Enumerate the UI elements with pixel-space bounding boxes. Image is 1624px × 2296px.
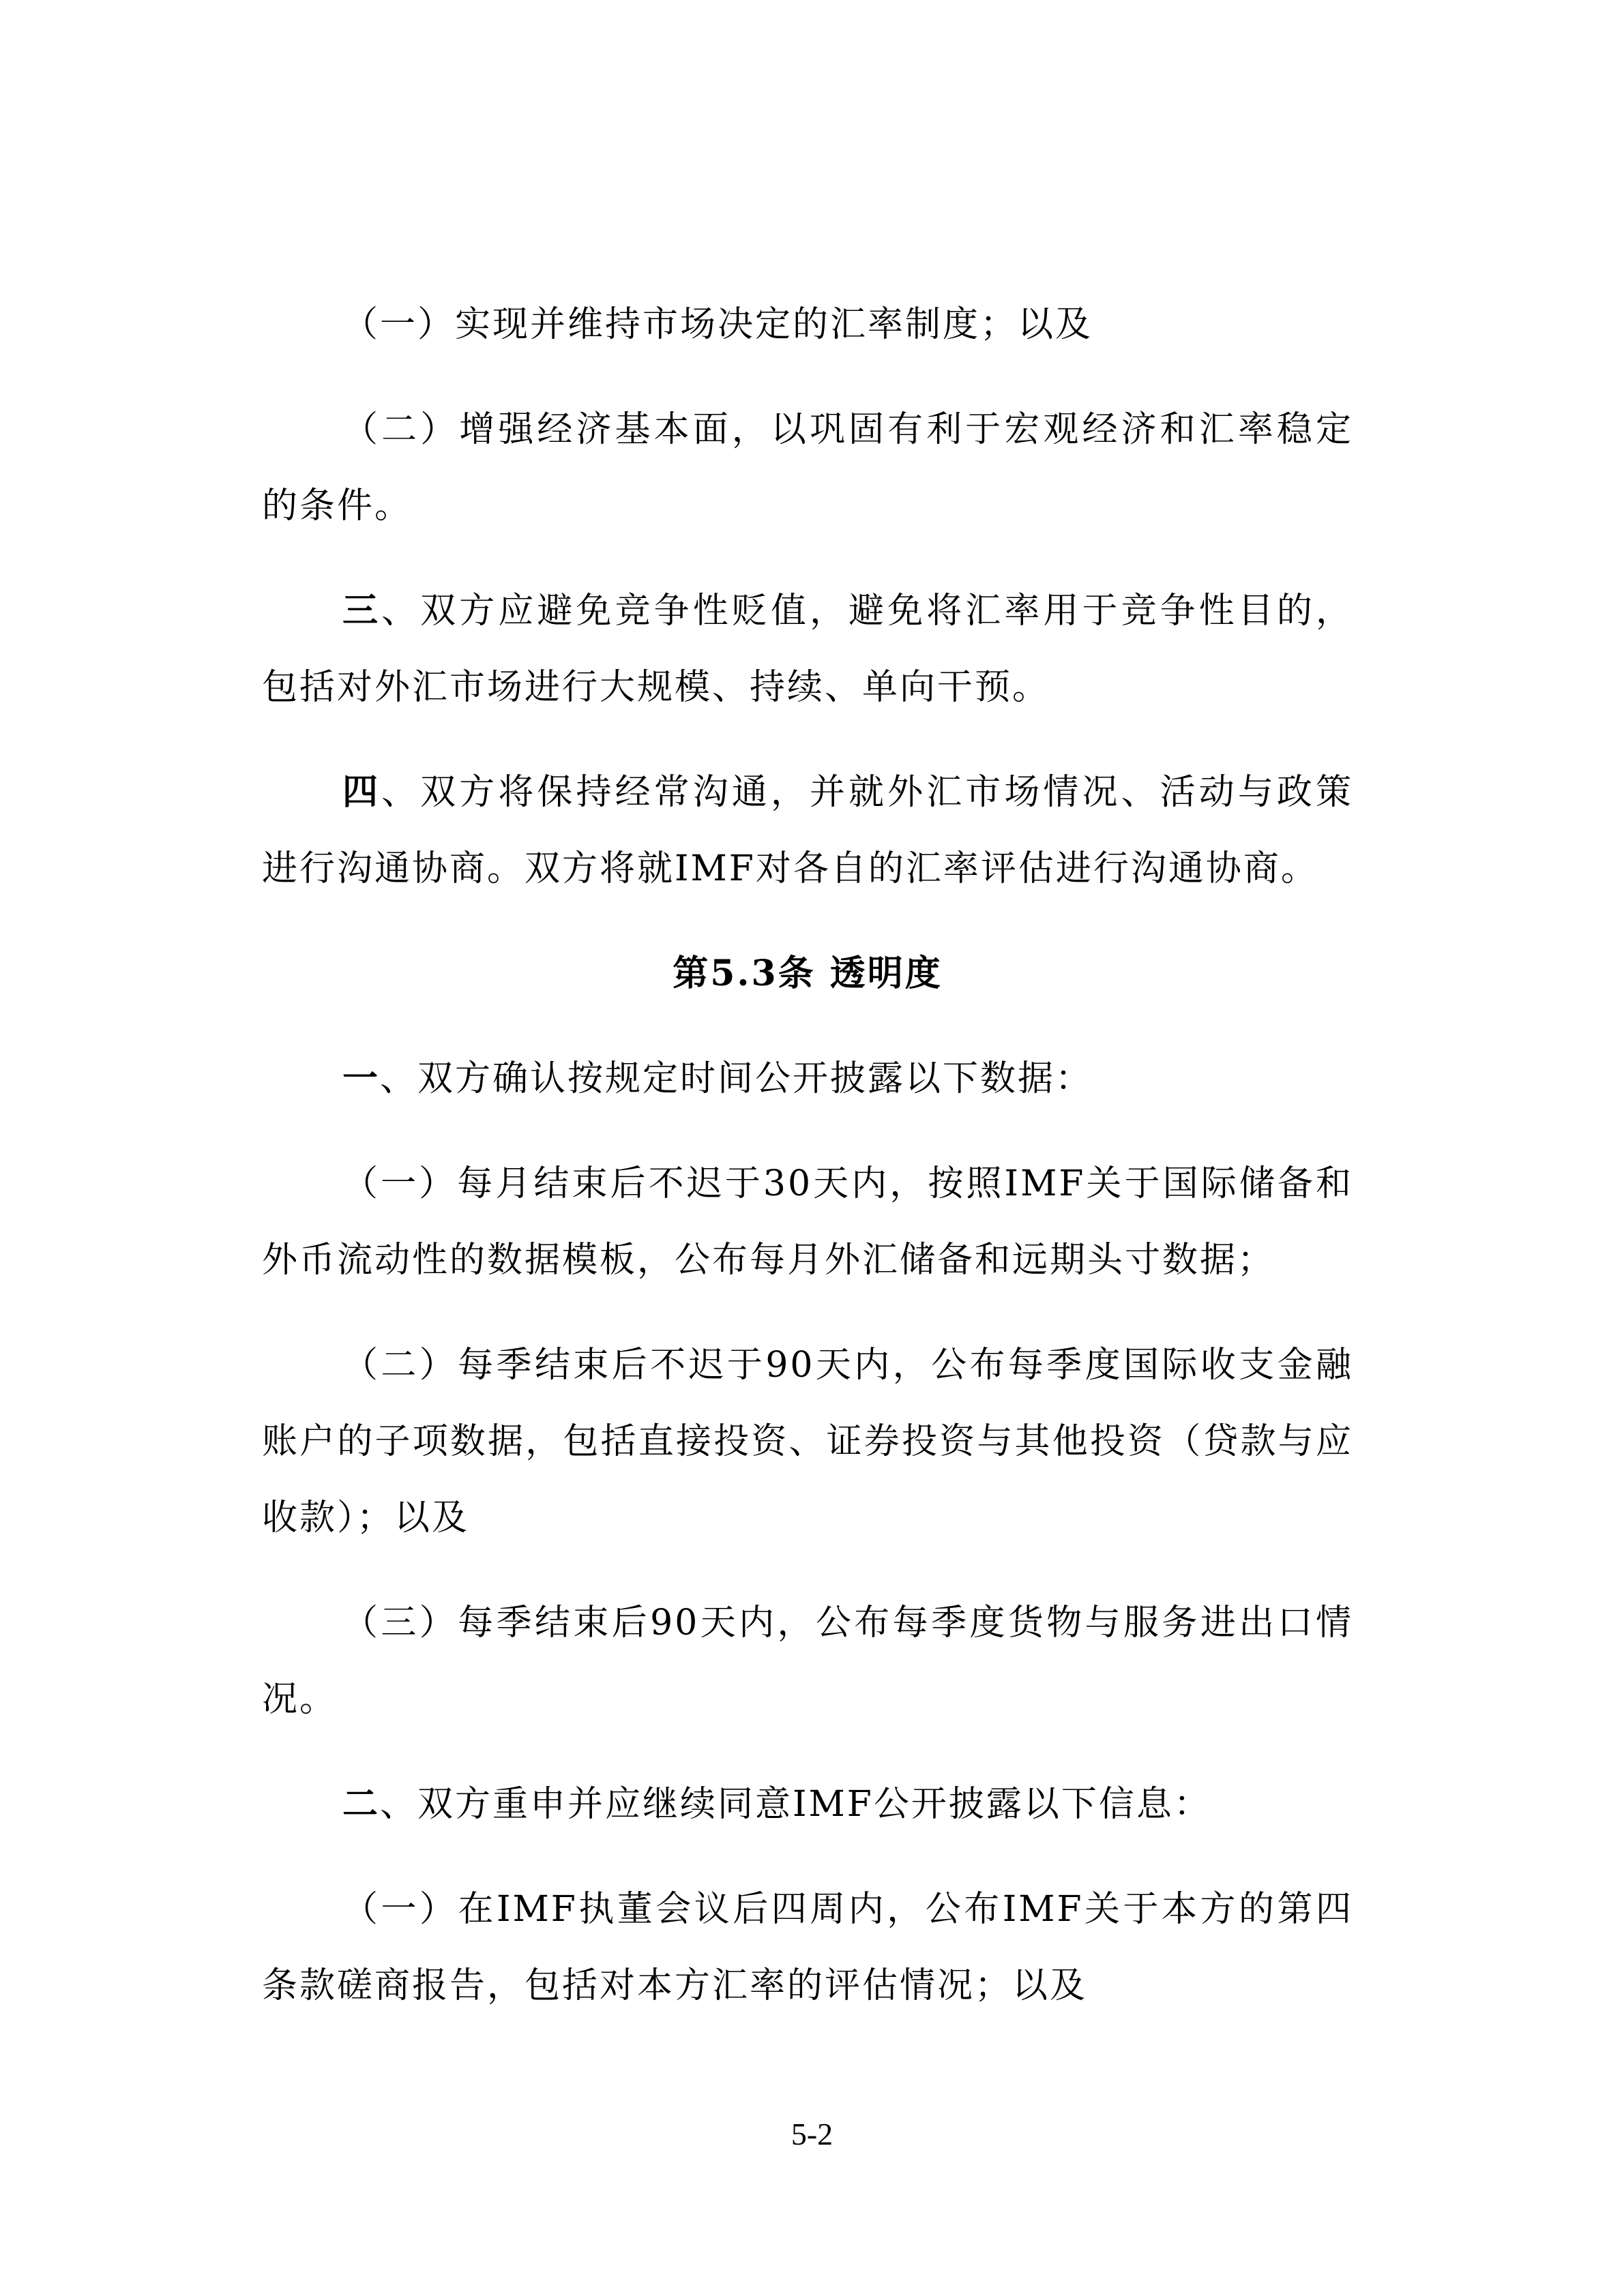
paragraph-1 [262,286,1353,363]
paragraph-text: 、双方应避免竞争性贬值，避免将汇率用于竞争性目的，包括对外汇市场进行大规模、持续、单向干预。 [262,591,1353,708]
paragraph-text: （二）增强经济基本面，以巩固有利于宏观经济和汇率稳定的条件。 [262,409,1353,526]
paragraph-text: 、双方确认按规定时间公开披露以下数据： [380,1058,1093,1099]
paragraph-text: 、双方重申并应继续同意IMF公开披露以下信息： [380,1784,1211,1825]
section-paragraph-2 [262,1146,1353,1298]
document-body [262,286,1353,2024]
section-paragraph-3 [262,1327,1353,1556]
paragraph-text: （一）实现并维持市场决定的汇率制度；以及 [342,304,1093,345]
paragraph-lead: 一 [342,1058,381,1099]
section-paragraph-1 [262,1041,1353,1117]
paragraph-text: 、双方将保持经常沟通，并就外汇市场情况、活动与政策进行沟通协商。双方将就IMF对各自的汇率评估进行沟通协商。 [262,772,1353,889]
paragraph-text: （二）每季结束后不迟于90天内，公布每季度国际收支金融账户的子项数据，包括直接投资、证券投资与其他投资（贷款与应收款）；以及 [262,1345,1353,1538]
paragraph-3 [262,573,1353,726]
page-number: 5-2 [791,2117,833,2151]
paragraph-lead: 三 [342,590,382,631]
article-heading: 第5.3条 透明度 [673,953,943,994]
paragraph-lead: 二 [342,1783,381,1825]
paragraph-text: （一）在IMF执董会议后四周内，公布IMF关于本方的第四条款磋商报告，包括对本方汇率的评估情况；以及 [262,1889,1353,2006]
section-paragraph-5 [262,1766,1353,1843]
paragraph-text: （一）每月结束后不迟于30天内，按照IMF关于国际储备和外币流动性的数据模板，公布每月外汇储备和远期头寸数据； [262,1163,1353,1281]
paragraph-text: （三）每季结束后90天内，公布每季度货物与服务进出口情况。 [262,1602,1353,1720]
paragraph-4 [262,754,1353,907]
paragraph-2 [262,391,1353,544]
paragraph-lead: 四 [342,771,382,813]
section-paragraph-4 [262,1585,1353,1738]
section-paragraph-6 [262,1871,1353,2024]
